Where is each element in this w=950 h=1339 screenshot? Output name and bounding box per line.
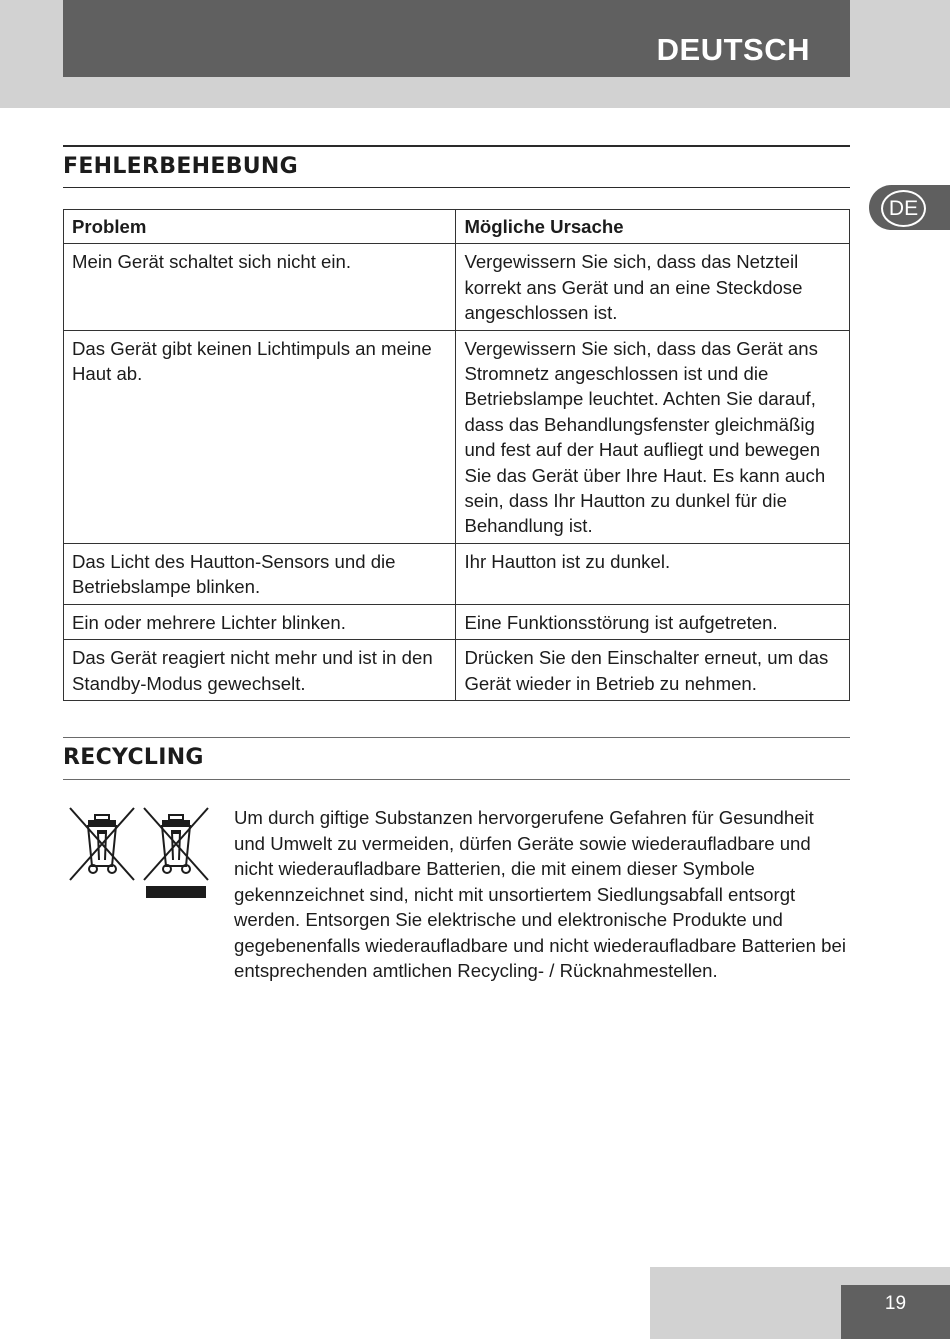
recycling-title: RECYCLING [63, 745, 204, 770]
language-title: DEUTSCH [656, 32, 810, 67]
header-bar [63, 0, 850, 77]
problem-cell: Mein Gerät schaltet sich nicht ein. [64, 244, 456, 330]
cause-cell: Ihr Hautton ist zu dunkel. [456, 543, 850, 604]
language-badge: DE [881, 190, 926, 227]
table-row [64, 244, 850, 330]
table-row [64, 640, 850, 701]
cause-cell: Vergewissern Sie sich, dass das Netzteil korrekt ans Gerät und an eine Steckdose angeschlossen ist. [456, 244, 850, 330]
column-header-problem: Problem [64, 210, 456, 244]
problem-cell: Das Gerät gibt keinen Lichtimpuls an meine Haut ab. [64, 330, 456, 543]
troubleshooting-table [63, 209, 850, 701]
problem-cell: Das Gerät reagiert nicht mehr und ist in den Standby-Modus gewechselt. [64, 640, 456, 701]
recycling-text: Um durch giftige Substanzen hervorgerufene Gefahren für Gesundheit und Umwelt zu vermeiden, dürfen Geräte sowie wiederaufladbare und nicht wiederaufladbare Batterien, die mit einem dieser Symbole gekennzeichnet sind, nicht mit unsortiertem Siedlungsabfall entsorgt werden. Entsorgen Sie elektrische und elektronische Produkte und gegebenenfalls wiederaufladbare und nicht wiederaufladbare Batterien bei entsprechenden amtlichen Recycling- / Rücknahmestellen. [234, 807, 846, 981]
column-header-cause: Mögliche Ursache [456, 210, 850, 244]
cause-cell: Eine Funktionsstörung ist aufgetreten. [456, 604, 850, 639]
table-header-row [64, 210, 850, 244]
recycling-heading [63, 737, 850, 780]
problem-cell: Das Licht des Hautton-Sensors und die Betriebslampe blinken. [64, 543, 456, 604]
table-row [64, 330, 850, 543]
crossed-out-wheelie-bin-icon [68, 806, 214, 902]
cause-cell: Drücken Sie den Einschalter erneut, um das Gerät wieder in Betrieb zu nehmen. [456, 640, 850, 701]
troubleshooting-title: FEHLERBEHEBUNG [63, 154, 298, 179]
troubleshooting-heading [63, 145, 850, 188]
page-number: 19 [884, 1293, 907, 1314]
table-row [64, 543, 850, 604]
table-row [64, 604, 850, 639]
page-number-box [841, 1285, 950, 1339]
language-tab [869, 185, 950, 230]
problem-cell: Ein oder mehrere Lichter blinken. [64, 604, 456, 639]
recycling-symbols [68, 806, 214, 902]
cause-cell: Vergewissern Sie sich, dass das Gerät ans Stromnetz angeschlossen ist und die Betriebslampe leuchtet. Achten Sie darauf, dass das Behandlungsfenster gleichmäßig und fest auf der Haut aufliegt und bewegen Sie das Gerät über Ihre Haut. Es kann auch sein, dass Ihr Hautton zu dunkel für die Behandlung ist. [456, 330, 850, 543]
